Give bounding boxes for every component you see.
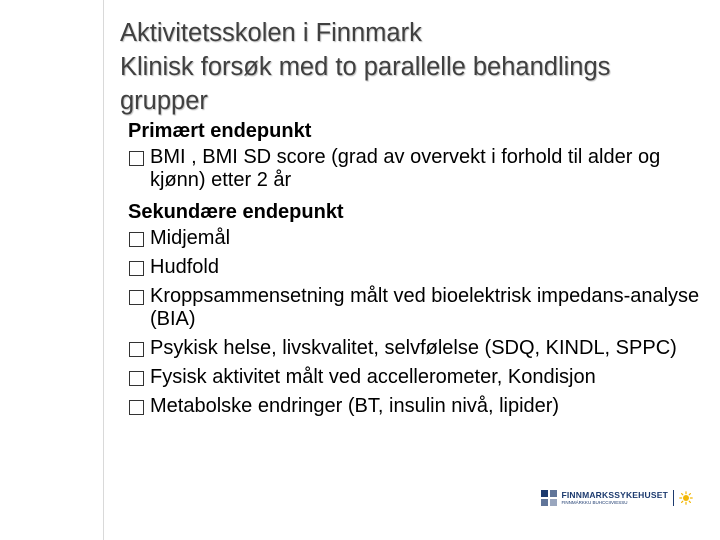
list-item-text: Midjemål — [150, 227, 231, 249]
title-line: Aktivitetsskolen i Finnmark — [120, 19, 422, 47]
title-line: Klinisk forsøk med to parallelle behandlings — [120, 53, 611, 81]
list-item — [128, 366, 708, 389]
finnmarkssykehuset-logo-icon — [540, 489, 558, 507]
list-item — [128, 337, 708, 360]
list-item-text: Hudfold — [150, 256, 219, 278]
slide-body — [128, 117, 708, 424]
list-item — [128, 146, 708, 192]
logo-name: FINNMARKSSYKEHUSET — [561, 490, 668, 500]
hospital-logo — [540, 489, 693, 507]
logo-subtitle: FINNMÁRKKU BUHCCIIVIESSU — [561, 500, 628, 505]
list-item — [128, 227, 708, 250]
list-item-text: Metabolske endringer (BT, insulin nivå, lipider) — [150, 395, 560, 417]
list-item-text: Fysisk aktivitet målt ved accellerometer, Kondisjon — [150, 366, 596, 388]
left-border-line — [103, 0, 104, 540]
list-item-text: Kroppsammensetning målt ved bioelektrisk impedans-analyse (BIA) — [150, 285, 700, 330]
logo-text — [561, 490, 668, 506]
checkbox-bullet-icon — [129, 290, 144, 305]
sun-icon — [679, 491, 693, 505]
list-item — [128, 285, 708, 331]
slide-title — [120, 16, 700, 118]
primary-endpoint-heading: Primært endepunkt — [128, 120, 312, 142]
list-item — [128, 395, 708, 418]
secondary-endpoint-heading: Sekundære endepunkt — [128, 201, 344, 223]
checkbox-bullet-icon — [129, 261, 144, 276]
checkbox-bullet-icon — [129, 232, 144, 247]
logo-separator — [673, 490, 674, 506]
list-item-text: Psykisk helse, livskvalitet, selvfølelse (SDQ, KINDL, SPPC) — [150, 337, 677, 359]
checkbox-bullet-icon — [129, 400, 144, 415]
checkbox-bullet-icon — [129, 151, 144, 166]
list-item-text: BMI , BMI SD score (grad av overvekt i forhold til alder og kjønn) etter 2 år — [150, 146, 661, 191]
checkbox-bullet-icon — [129, 371, 144, 386]
checkbox-bullet-icon — [129, 342, 144, 357]
list-item — [128, 256, 708, 279]
title-line: grupper — [120, 87, 208, 115]
